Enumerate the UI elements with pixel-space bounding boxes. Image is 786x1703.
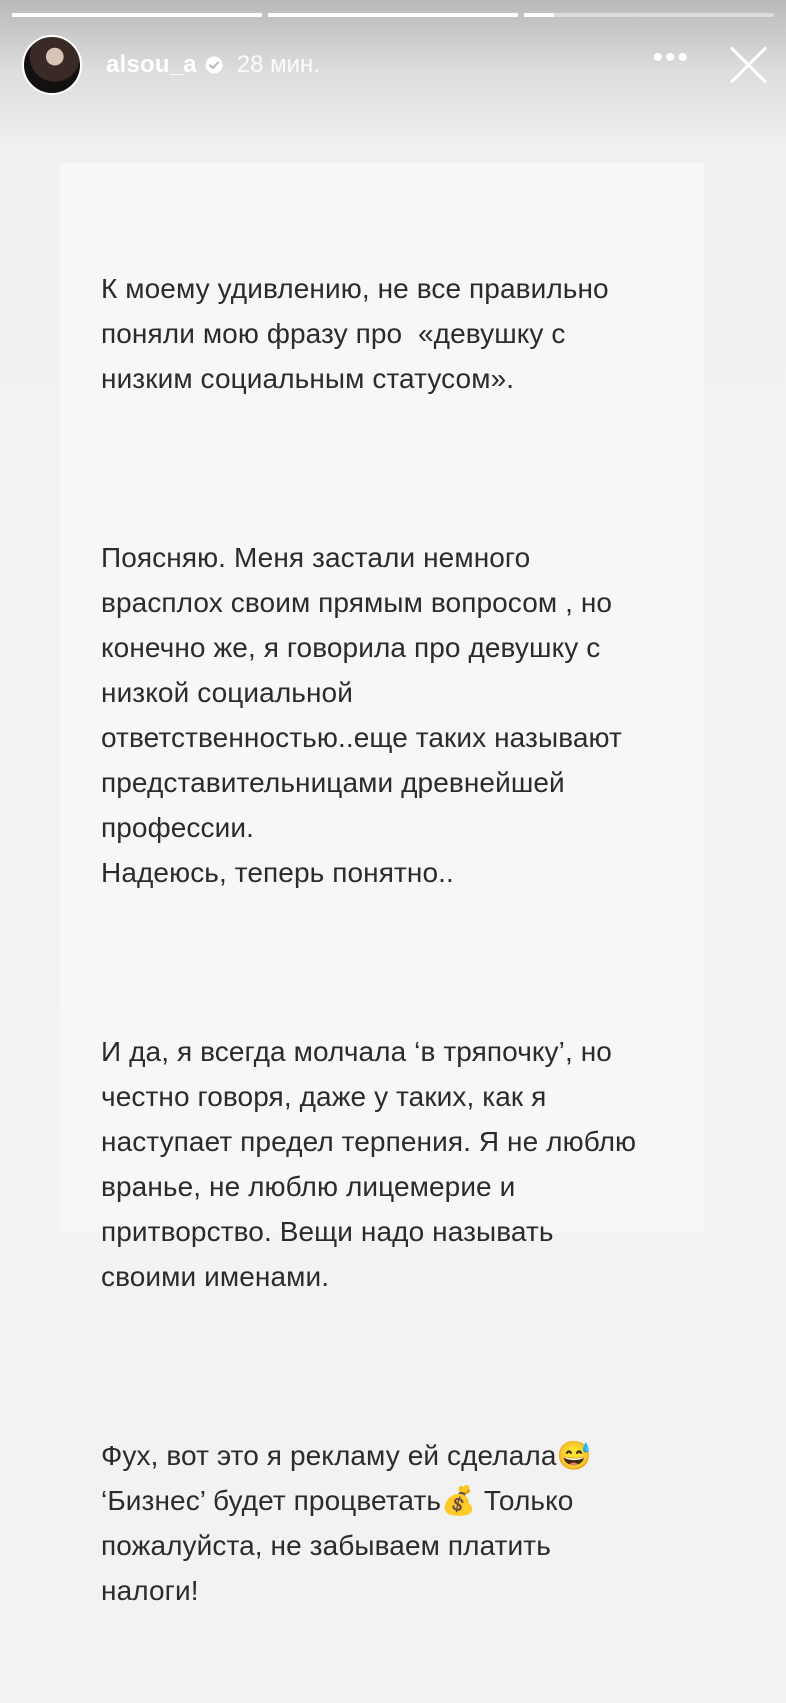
progress-segment-2 <box>268 13 518 17</box>
story-text <box>101 176 701 1703</box>
story-progress-bar <box>12 13 774 17</box>
close-icon[interactable] <box>728 45 768 85</box>
verified-badge-icon <box>205 56 223 74</box>
paragraph-1: К моему удивлению, не все правильно поняли мою фразу про «девушку с низким социальным статусом». <box>101 273 609 394</box>
paragraph-2: Поясняю. Меня застали немного врасплох своим прямым вопросом , но конечно же, я говорила про девушку с низкой социальной ответственностью..еще таких называют представительницами древнейшей профессии. Надеюсь, теперь понятно.. <box>101 542 622 888</box>
paragraph-3: И да, я всегда молчала ‘в тряпочку’, но честно говоря, даже у таких, как я наступает предел терпения. Я не люблю вранье, не люблю лицемерие и притворство. Вещи надо называть своими именами. <box>101 1036 637 1292</box>
progress-segment-3 <box>524 13 774 17</box>
avatar[interactable] <box>22 35 82 95</box>
progress-segment-1 <box>12 13 262 17</box>
username[interactable]: alsou_a <box>106 51 197 78</box>
paragraph-4: Фух, вот это я рекламу ей сделала😅 ‘Бизнес’ будет процветать💰 Только пожалуйста, не забываем платить налоги! <box>101 1440 592 1606</box>
post-time: 28 мин. <box>236 51 320 78</box>
more-options-icon[interactable]: ••• <box>652 41 690 74</box>
story-header <box>22 32 768 98</box>
